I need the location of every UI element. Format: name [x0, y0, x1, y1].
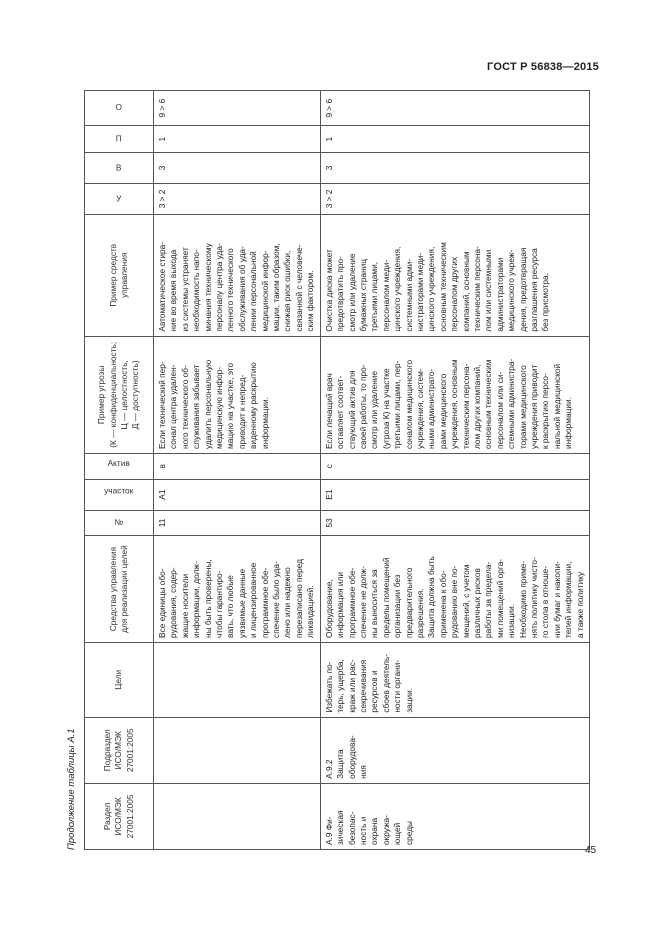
- cell-subsection: А.9.2 Защита оборудова- ния: [320, 717, 589, 783]
- cell-section: А.9 Фи- зическая безопас- ность и охрана окружа- ющей среды: [320, 783, 589, 849]
- col-header-v: В: [85, 153, 154, 184]
- cell-threat: Если технический пер- сонал центра удален- ного технического об- служивания забывает удалить персональную медицинскую инфор- мацию на участке, это приводит к непред- виденному раскрытию информации.: [154, 336, 321, 453]
- col-header-o: О: [85, 91, 154, 126]
- cell-p: 1: [320, 126, 589, 153]
- cell-threat: Если лечащий врач оставляет соответ- ствующий актив для своей работы, то про- смотр или удаление (угроза К) на участке третьими лицами, пер- соналом медицинского учреждения, систем- ными администрато- рами медицинского учреждения, основным техническим персона- лом других компаний, основным техническим персоналом или си- стемными администра- торами медицинского учреждения приводит к раскрытию персо- нальной медицинской информации.: [320, 336, 589, 453]
- col-header-section: Раздел ИСО/МЭК 27001:2005: [85, 783, 154, 849]
- col-header-goals: Цели: [85, 642, 154, 717]
- cell-v: 3: [154, 153, 321, 184]
- cell-section: [154, 783, 321, 849]
- cell-o: 9 > 6: [154, 91, 321, 126]
- col-header-subsection: Подраздел ИСО/МЭК 27001:2005: [85, 717, 154, 783]
- rotated-table-page: [60, 90, 600, 850]
- cell-v: 3: [320, 153, 589, 184]
- cell-o: 9 > 6: [320, 91, 589, 126]
- cell-measure: Очистка диска может предотвратить про- смотр или удаление бумажных страниц третьими лицами, персоналом меди- цинского учреждения, системными адми- нистраторами меди- цинского учреждения, основным техническим персоналом других компаний, основным техническим персона- лом или системными администраторами медицинского учреж- дения, предотвращая разглашения ресурса без присмотра.: [320, 214, 589, 336]
- cell-goal: [154, 642, 321, 717]
- col-header-controls: Средства управления для реализации целей: [85, 536, 154, 643]
- cell-number: 11: [154, 510, 321, 536]
- page-number: 45: [585, 845, 597, 856]
- cell-area: Е1: [320, 479, 589, 510]
- cell-asset: с: [320, 454, 589, 480]
- col-header-asset: Актив: [85, 454, 154, 480]
- col-header-area: участок: [85, 479, 154, 510]
- cell-subsection: [154, 717, 321, 783]
- cell-asset: в: [154, 454, 321, 480]
- col-header-p: П: [85, 126, 154, 153]
- table-header-row: [85, 91, 154, 850]
- table-row: [320, 91, 589, 850]
- cell-measure: Автоматическое стира- ние во время выхода из системы устраняет необходимость напо- минания техническому персоналу центра уда- ленного технического обслуживания об уда- лении персональной медицинской инфор- мации, таким образом, снижая риск ошибки, связанной с человече- ским фактором.: [154, 214, 321, 336]
- cell-control: Все единицы обо- рудования, содер- жащие носители информации, долж- ны быть проверены, чтобы гарантиро- вать, что любые уязвимые данные и лицензированное программное обе- спечение было уда- лено или надежно перезаписано перед ликвидацией.: [154, 536, 321, 643]
- cell-goal: Избежать по- терь, ущерба, краж или рас- секречивания ресурсов и сбоев деятель- ности органи- зации.: [320, 642, 589, 717]
- standard-designation: ГОСТ Р 56838—2015: [487, 61, 599, 73]
- cell-u: 3 > 2: [320, 183, 589, 214]
- threat-control-table: [84, 90, 590, 850]
- table-row: [154, 91, 321, 850]
- cell-area: А1: [154, 479, 321, 510]
- col-header-measure-example: Пример средств управления: [85, 214, 154, 336]
- cell-p: 1: [154, 126, 321, 153]
- cell-control: Оборудование, информация или программное обе- спечение не долж- ны выноситься за пределы помещений организации без предварительного разрешения. Защита должна быть применена к обо- рудованию вне по- мещений, с учетом различных рисков работы за предела- ми помещений орга- низации. Необходимо приме- нять политику чисто- го стола в отноше- нии бумаг и накопи- телей информации, а также политику: [320, 536, 589, 643]
- cell-number: 53: [320, 510, 589, 536]
- table-caption: Продолжение таблицы А.1: [66, 728, 77, 850]
- col-header-number: №: [85, 510, 154, 536]
- col-header-u: У: [85, 183, 154, 214]
- col-header-threat-example: Пример угрозы (К — конфиденциальность; Ц — целостность, Д — доступность): [85, 336, 154, 453]
- cell-u: 3 > 2: [154, 183, 321, 214]
